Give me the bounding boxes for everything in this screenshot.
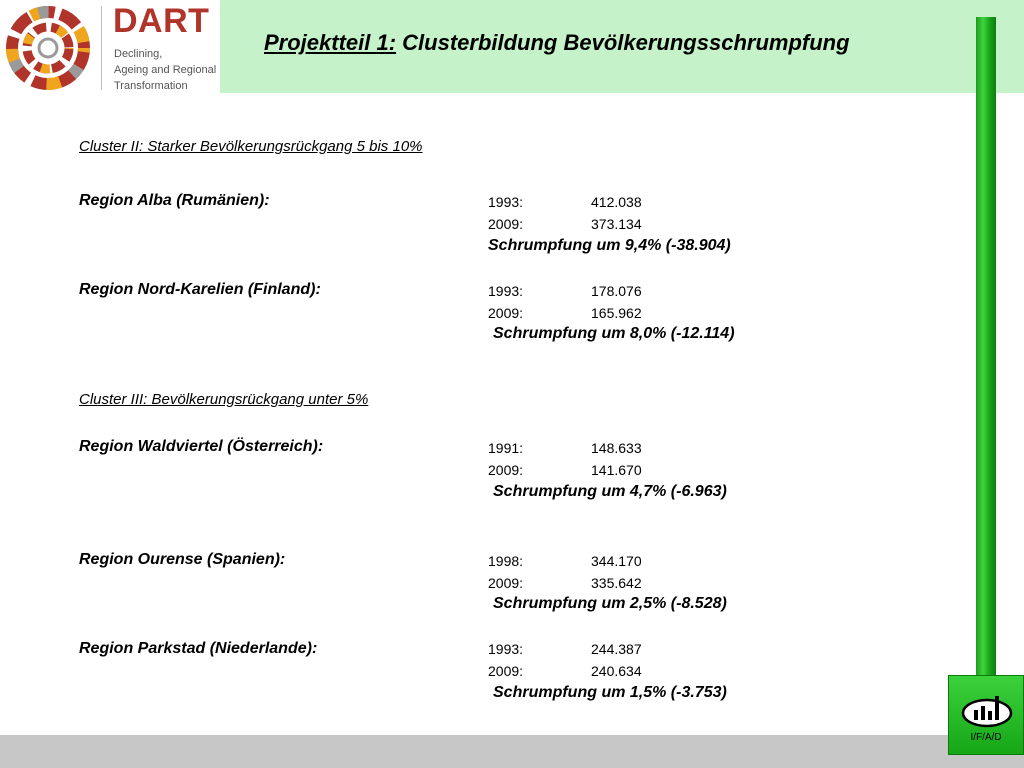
region-shrinkage: Schrumpfung um 4,7% (-6.963) bbox=[493, 483, 727, 500]
region-value-1: 148.633 bbox=[591, 440, 642, 456]
cluster-heading: Cluster III: Bevölkerungsrückgang unter 5% bbox=[79, 391, 369, 408]
dart-logo bbox=[0, 0, 220, 93]
region-year-2: 2009: bbox=[488, 663, 524, 679]
region-year-1: 1991: bbox=[488, 440, 524, 456]
region-value-1: 412.038 bbox=[591, 194, 642, 210]
region-name: Region Parkstad (Niederlande): bbox=[79, 640, 318, 657]
logo-subtitle-line-3: Transformation bbox=[114, 80, 188, 92]
region-year-1: 1993: bbox=[488, 194, 524, 210]
region-value-1: 344.170 bbox=[591, 553, 642, 569]
region-name: Region Waldviertel (Österreich): bbox=[79, 438, 324, 455]
region-year-1: 1993: bbox=[488, 283, 524, 299]
green-vertical-bar bbox=[976, 17, 996, 768]
region-value-1: 244.387 bbox=[591, 641, 642, 657]
region-year-2: 2009: bbox=[488, 575, 524, 591]
ifad-logo bbox=[948, 675, 1024, 755]
region-year-2: 2009: bbox=[488, 305, 524, 321]
region-shrinkage: Schrumpfung um 2,5% (-8.528) bbox=[493, 595, 727, 612]
logo-subtitle-line-1: Declining, bbox=[114, 48, 163, 60]
logo-title: DART bbox=[113, 2, 210, 40]
region-shrinkage: Schrumpfung um 1,5% (-3.753) bbox=[493, 684, 727, 701]
region-value-2: 141.670 bbox=[591, 462, 642, 478]
ifad-label: I/F/A/D bbox=[970, 732, 1002, 743]
slide-title-prefix: Projektteil 1: bbox=[264, 30, 397, 55]
region-name: Region Ourense (Spanien): bbox=[79, 551, 286, 568]
ifad-chart-icon bbox=[961, 694, 1013, 728]
region-year-2: 2009: bbox=[488, 462, 524, 478]
dart-logo-icon bbox=[4, 4, 92, 92]
region-shrinkage: Schrumpfung um 9,4% (-38.904) bbox=[488, 237, 731, 254]
region-name: Region Alba (Rumänien): bbox=[79, 192, 270, 209]
region-value-1: 178.076 bbox=[591, 283, 642, 299]
region-year-1: 1998: bbox=[488, 553, 524, 569]
slide-title bbox=[264, 30, 850, 56]
region-year-1: 1993: bbox=[488, 641, 524, 657]
region-value-2: 335.642 bbox=[591, 575, 642, 591]
cluster-heading: Cluster II: Starker Bevölkerungsrückgang 5 bis 10% bbox=[79, 138, 423, 155]
logo-subtitle-line-2: Ageing and Regional bbox=[114, 64, 217, 76]
slide-title-main: Clusterbildung Bevölkerungsschrumpfung bbox=[396, 30, 850, 55]
region-value-2: 240.634 bbox=[591, 663, 642, 679]
region-name: Region Nord-Karelien (Finland): bbox=[79, 281, 321, 298]
logo-divider bbox=[101, 6, 102, 90]
region-value-2: 165.962 bbox=[591, 305, 642, 321]
region-year-2: 2009: bbox=[488, 216, 524, 232]
bottom-bar bbox=[0, 735, 1024, 768]
region-shrinkage: Schrumpfung um 8,0% (-12.114) bbox=[493, 325, 735, 342]
region-value-2: 373.134 bbox=[591, 216, 642, 232]
